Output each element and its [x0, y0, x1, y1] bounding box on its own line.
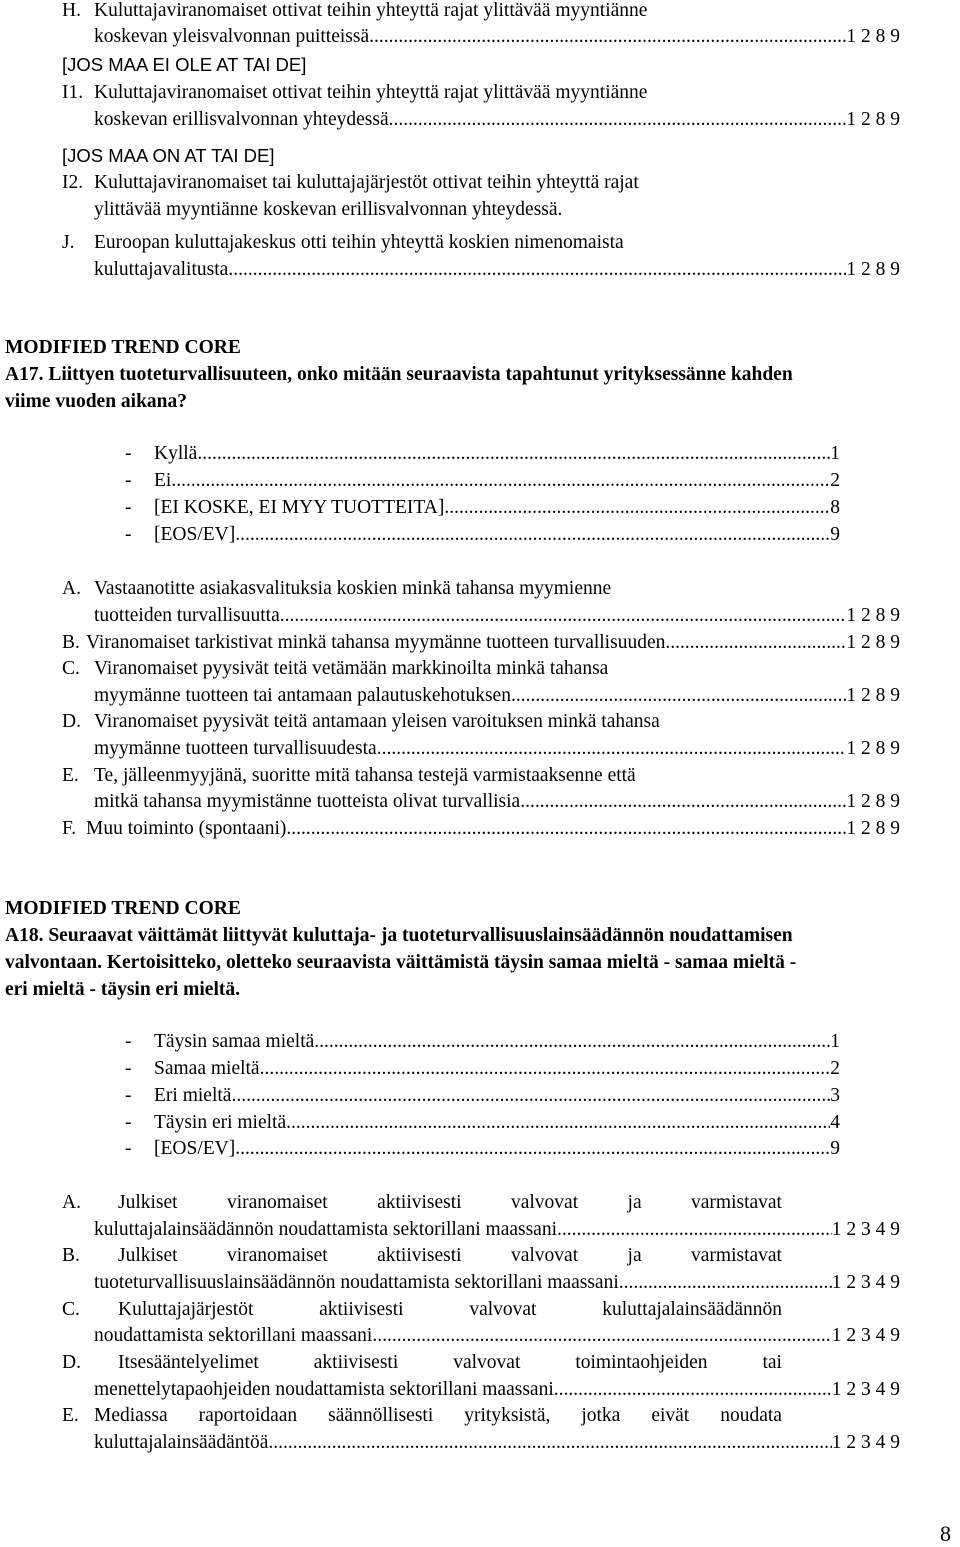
item-i1-label: I1. [62, 82, 84, 103]
question-a18: A18. Seuraavat väittämät liittyvät kuluttaja- ja tuoteturvallisuuslainsäädännön noudattamisen [5, 925, 793, 946]
a17-item-a-label: A. [62, 578, 81, 599]
a18-item-b-line2: tuoteturvallisuuslainsäädännön noudattamista sektorillani maassani. ..... 1 2 3 4 9 [94, 1270, 900, 1296]
routing-note-1: [JOS MAA EI OLE AT TAI DE] [62, 54, 307, 75]
option-bullet: - [125, 524, 132, 545]
option-a17-ei: Ei ..... 2 [154, 468, 840, 494]
option-a18-samaa: Samaa mieltä ..... 2 [154, 1056, 840, 1082]
a18-item-a-label: A. [62, 1192, 81, 1213]
a17-item-c-label: C. [62, 658, 80, 679]
a17-item-c-line2: myymänne tuotteen tai antamaan palautuskehotuksen ..... 1 2 8 9 [94, 683, 900, 709]
option-bullet: - [125, 1112, 132, 1133]
option-bullet: - [125, 1138, 132, 1159]
a17-item-f-label: F. [62, 818, 77, 839]
a17-item-e-line2: mitkä tahansa myymistänne tuotteista olivat turvallisia ..... 1 2 8 9 [94, 789, 900, 815]
page-number: 8 [940, 1521, 951, 1546]
a17-item-f-text: Muu toiminto (spontaani) ..... 1 2 8 9 [86, 816, 900, 842]
option-a18-taysin-eri: Täysin eri mieltä ..... 4 [154, 1110, 840, 1136]
question-a17-line2: viime vuoden aikana? [5, 391, 188, 412]
a18-item-a-text: Julkiset viranomaiset aktiivisesti valvovat ja varmistavat [118, 1192, 782, 1213]
option-a17-kylla: Kyllä ..... 1 [154, 441, 840, 467]
a18-item-d-text: Itsesääntelyelimet aktiivisesti valvovat toimintaohjeiden tai [118, 1352, 782, 1373]
option-a17-ei-koske: [EI KOSKE, EI MYY TUOTTEITA] ..... 8 [154, 495, 840, 521]
option-a18-taysin-samaa: Täysin samaa mieltä ..... 1 [154, 1029, 840, 1055]
routing-note-2: [JOS MAA ON AT TAI DE] [62, 145, 275, 166]
a18-item-c-line2: noudattamista sektorillani maassani ..... 1 2 3 4 9 [94, 1323, 900, 1349]
a18-item-e-text: Mediassa raportoidaan säännöllisesti yrityksistä, jotka eivät noudata [94, 1405, 782, 1426]
question-a18-line2: valvontaan. Kertoisitteko, oletteko seuraavista väittämistä täysin samaa mieltä - samaa mieltä - [5, 952, 797, 973]
item-h-label: H. [62, 0, 81, 21]
a18-item-e-label: E. [62, 1405, 79, 1426]
a17-item-d-label: D. [62, 711, 81, 732]
a17-item-d-text: Viranomaiset pyysivät teitä antamaan yleisen varoituksen minkä tahansa [94, 711, 660, 732]
a18-item-c-text: Kuluttajajärjestöt aktiivisesti valvovat kuluttajalainsäädännön [118, 1299, 782, 1320]
option-a18-eri: Eri mieltä ..... 3 [154, 1083, 840, 1109]
option-bullet: - [125, 1031, 132, 1052]
a18-item-b-label: B. [62, 1245, 80, 1266]
a17-item-b-label: B. [62, 632, 80, 653]
a17-item-a-line2: tuotteiden turvallisuutta ..... 1 2 8 9 [94, 603, 900, 629]
a18-item-b-text: Julkiset viranomaiset aktiivisesti valvovat ja varmistavat [118, 1245, 782, 1266]
item-i2-label: I2. [62, 172, 84, 193]
section-header-a18: MODIFIED TREND CORE [5, 898, 241, 919]
option-bullet: - [125, 497, 132, 518]
section-header-a17: MODIFIED TREND CORE [5, 337, 241, 358]
option-bullet: - [125, 1085, 132, 1106]
option-a17-eos: [EOS/EV] ..... 9 [154, 522, 840, 548]
item-j-label: J. [62, 232, 75, 253]
option-bullet: - [125, 1058, 132, 1079]
a17-item-e-label: E. [62, 765, 79, 786]
a17-item-d-line2: myymänne tuotteen turvallisuudesta ..... 1 2 8 9 [94, 736, 900, 762]
a17-item-a-text: Vastaanotitte asiakasvalituksia koskien minkä tahansa myymienne [94, 578, 612, 599]
option-a18-eos: [EOS/EV] ..... 9 [154, 1136, 840, 1162]
question-a18-line3: eri mieltä - täysin eri mieltä. [5, 979, 240, 1000]
item-i2-text: Kuluttajaviranomaiset tai kuluttajajärjestöt ottivat teihin yhteyttä rajat [94, 172, 639, 193]
a17-item-c-text: Viranomaiset pyysivät teitä vetämään markkinoilta minkä tahansa [94, 658, 609, 679]
item-h-line2: koskevan yleisvalvonnan puitteissä. ..... 1 2 8 9 [94, 24, 900, 50]
question-a17: A17. Liittyen tuoteturvallisuuteen, onko mitään seuraavista tapahtunut yrityksessänne kahden [5, 364, 793, 385]
option-bullet: - [125, 470, 132, 491]
a18-item-d-line2: menettelytapaohjeiden noudattamista sektorillani maassani. ..... 1 2 3 4 9 [94, 1377, 900, 1403]
item-h-text: Kuluttajaviranomaiset ottivat teihin yhteyttä rajat ylittävää myyntiänne [94, 0, 648, 21]
a17-item-b-text: Viranomaiset tarkistivat minkä tahansa myymänne tuotteen turvallisuuden ..... 1 2 8 9 [86, 630, 900, 656]
a17-item-e-text: Te, jälleenmyyjänä, suoritte mitä tahansa testejä varmistaaksenne että [94, 765, 636, 786]
item-i1-text: Kuluttajaviranomaiset ottivat teihin yhteyttä rajat ylittävää myyntiänne [94, 82, 648, 103]
a18-item-e-line2: kuluttajalainsäädäntöä. ..... 1 2 3 4 9 [94, 1430, 900, 1456]
item-i1-line2: koskevan erillisvalvonnan yhteydessä. ..... 1 2 8 9 [94, 107, 900, 133]
item-j-text: Euroopan kuluttajakeskus otti teihin yhteyttä koskien nimenomaista [94, 232, 624, 253]
option-bullet: - [125, 443, 132, 464]
a18-item-c-label: C. [62, 1299, 80, 1320]
item-j-line2: kuluttajavalitusta ..... 1 2 8 9 [94, 257, 900, 283]
a18-item-d-label: D. [62, 1352, 81, 1373]
item-i2-line2: ylittävää myyntiänne koskevan erillisvalvonnan yhteydessä. [94, 199, 563, 220]
a18-item-a-line2: kuluttajalainsäädännön noudattamista sektorillani maassani. ..... 1 2 3 4 9 [94, 1217, 900, 1243]
